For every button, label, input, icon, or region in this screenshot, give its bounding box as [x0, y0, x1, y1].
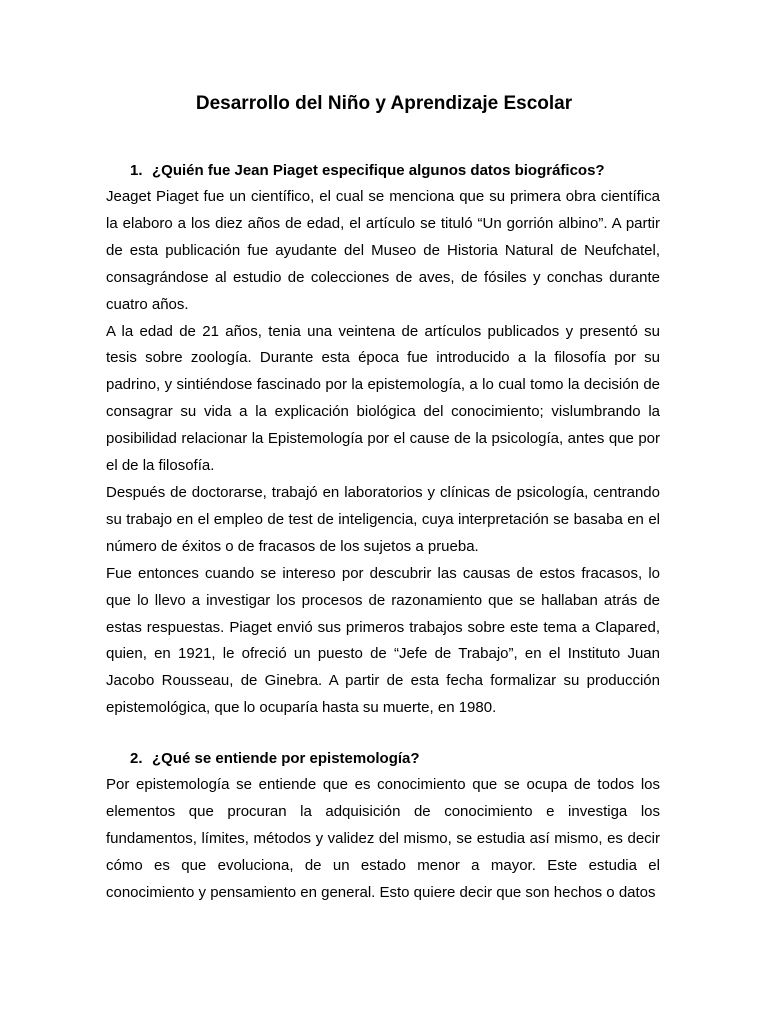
section-1 [106, 160, 660, 722]
section-2 [106, 748, 660, 907]
question-heading [106, 160, 660, 182]
question-number: 2. [130, 750, 143, 767]
paragraph: Jeaget Piaget fue un científico, el cual se menciona que su primera obra científica la elaboro a los diez años de edad, el artículo se tituló “Un gorrión albino”. A partir de esta publicación fue ayudante del Museo de Historia Natural de Neufchatel, consagrándose al estudio de colecciones de aves, de fósiles y conchas durante cuatro años. [106, 188, 660, 313]
paragraph: Fue entonces cuando se intereso por descubrir las causas de estos fracasos, lo que lo llevo a investigar los procesos de razonamiento que se hallaban atrás de estas respuestas. Piaget envió sus primeros trabajos sobre este tema a Clapared, quien, en 1921, le ofreció un puesto de “Jefe de Trabajo”, en el Instituto Juan Jacobo Rousseau, de Ginebra. A partir de esta fecha formalizar su producción epistemológica, que lo ocuparía hasta su muerte, en 1980. [106, 564, 660, 717]
question-number: 1. [130, 162, 143, 179]
paragraph: Después de doctorarse, trabajó en laboratorios y clínicas de psicología, centrando su trabajo en el empleo de test de inteligencia, cuya interpretación se basaba en el número de éxitos o de fracasos de los sujetos a prueba. [106, 483, 660, 555]
question-text: ¿Quién fue Jean Piaget especifique algunos datos biográficos? [152, 162, 605, 179]
document-title: Desarrollo del Niño y Aprendizaje Escolar [195, 93, 573, 114]
paragraph: A la edad de 21 años, tenia una veintena de artículos publicados y presentó su tesis sobre zoología. Durante esta época fue introducido a la filosofía por su padrino, y sintiéndose fascinado por la epistemología, a lo cual tomo la decisión de consagrar su vida a la explicación biológica del conocimiento; vislumbrando la posibilidad relacionar la Epistemología por el cause de la psicología, antes que por el de la filosofía. [106, 322, 660, 475]
question-text: ¿Qué se entiende por epistemología? [152, 750, 420, 767]
paragraph: Por epistemología se entiende que es conocimiento que se ocupa de todos los elementos que procuran la adquisición de conocimiento e investiga los fundamentos, límites, métodos y validez del mismo, se estudia así mismo, es decir cómo es que evoluciona, de un estado menor a mayor. Este estudia el conocimiento y pensamiento en general. Esto quiere decir que son hechos o datos [106, 776, 660, 901]
question-heading [106, 748, 660, 770]
